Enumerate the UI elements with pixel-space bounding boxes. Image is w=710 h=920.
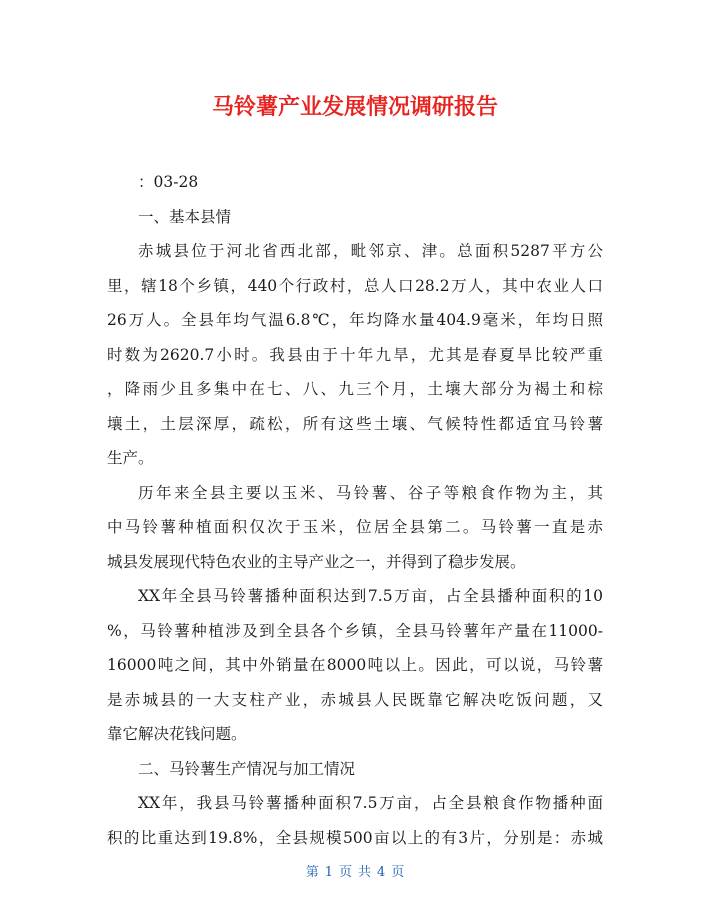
paragraph-line: ，降雨少且多集中在七、八、九三个月，土壤大部分为褐土和棕 <box>107 380 603 398</box>
page-footer <box>0 861 710 880</box>
paragraph-line: 城县发展现代特色农业的主导产业之一，并得到了稳步发展。 <box>107 552 526 571</box>
page-number: 1 <box>324 865 333 880</box>
document-body <box>107 165 603 855</box>
paragraph-line: 生产。 <box>107 449 154 467</box>
paragraph-line: 赤城县位于河北省西北部，毗邻京、津。总面积5287平方公 <box>138 242 603 260</box>
paragraph-line: 26万人。全县年均气温6.8℃，年均降水量404.9毫米，年均日照 <box>107 311 603 329</box>
paragraph-line: 是赤城县的一大支柱产业，赤城县人民既靠它解决吃饭问题，又 <box>107 690 603 709</box>
date-line: ：03-28 <box>138 173 199 191</box>
paragraph-line: 历年来全县主要以玉米、马铃薯、谷子等粮食作物为主，其 <box>138 483 603 502</box>
footer-ye: 页 <box>338 865 352 880</box>
paragraph-line: XX年全县马铃薯播种面积达到7.5万亩，占全县播种面积的10 <box>138 587 603 605</box>
section-heading: 一、基本县情 <box>138 207 232 226</box>
document-title: 马铃薯产业发展情况调研报告 <box>211 95 498 120</box>
paragraph-line: 16000吨之间，其中外销量在8000吨以上。因此，可以说，马铃薯 <box>107 656 603 674</box>
paragraph-line: %，马铃薯种植涉及到全县各个乡镇，全县马铃薯年产量在11000- <box>107 621 603 640</box>
paragraph-line: 中马铃薯种植面积仅次于玉米，位居全县第二。马铃薯一直是赤 <box>107 518 603 536</box>
paragraph-line: 壤土，土层深厚，疏松，所有这些土壤、气候特性都适宜马铃薯 <box>107 414 603 433</box>
section-heading: 二、马铃薯生产情况与加工情况 <box>138 759 356 778</box>
paragraph-line: 积的比重达到19.8%，全县规模500亩以上的有3片，分别是：赤城 <box>107 828 603 847</box>
footer-gong: 共 <box>358 865 372 880</box>
paragraph-line: 时数为2620.7小时。我县由于十年九旱，尤其是春夏旱比较严重 <box>107 345 603 364</box>
footer-ye: 页 <box>391 865 405 880</box>
paragraph-line: XX年，我县马铃薯播种面积7.5万亩，占全县粮食作物播种面 <box>138 794 603 812</box>
footer-di: 第 <box>305 865 319 880</box>
total-pages: 4 <box>377 865 386 880</box>
paragraph-line: 里，辖18个乡镇，440个行政村，总人口28.2万人，其中农业人口 <box>107 276 603 295</box>
paragraph-line: 靠它解决花钱问题。 <box>107 725 247 743</box>
